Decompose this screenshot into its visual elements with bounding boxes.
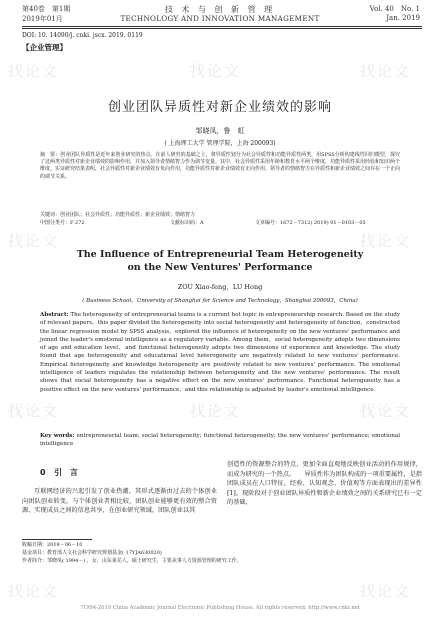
intro-paragraph-right: 创造性的资源整合的特点，更加全面直观地反映创业活动的作用规律，而成为研究的一个热点。 异质性作为团队构成的一项重要属性，是指团队成员在人口特征、经验、认知观念、价值观等方面表现出的差异性[1]。现阶段对于创业团队异质性和新企业绩效之间的关系研究已有一定的基础， — [227, 461, 422, 507]
footnote-author: 作者简介：邹晓凤( 1994－) ，女，山东莱芜人，硕士研究生，主要从事人力资源管理的研究工作。 — [22, 558, 242, 564]
document-code-cn: 文献标识码：A — [170, 220, 204, 226]
watermark: 找论文 — [360, 582, 412, 600]
journal-title-cn: 技 术 与 创 新 管 理 — [164, 5, 276, 14]
doi: DOI: 10. 14090/j. cnki. jscx. 2019. 0119 — [22, 32, 143, 39]
affiliation-cn: ( 上海理工大学 管理学院，上海 200093) — [164, 140, 276, 147]
abstract-cn: 摘 要：创业团队异质性是近年来创业研究的热点。在前人研究的基础之上，将异质性划分为社会异质性和功能异质性两类，用SPSS分析构建线性回归模型，探究了这两类异质性对新企业绩效的影响作用，并加入领导者情绪智力作为调节变量。其中，社会异质性采用年龄和教育水平两个维度，功能异质性采用经验和知识两个维度。实证研究结果表明，社会异质性对新企业绩效有负向作用，功能异质性对新企业绩效有正向作用，领导者的情绪智力在异质性和新企业绩效之间存在一个正向的调节关系。 — [40, 152, 401, 180]
article-title-cn: 创业团队异质性对新企业绩效的影响 — [107, 100, 332, 115]
authors-en: ZOU Xiao-feng，LU Hong — [177, 283, 263, 291]
header-rule — [22, 26, 422, 27]
volume-issue-cn: 第40卷 第1期 — [22, 5, 71, 13]
watermark: 找论文 — [360, 232, 412, 250]
footnote-funding: 基金项目：教育部人文社会科学研究规划基金( 17YJA630020) — [22, 550, 162, 556]
keywords-en-text: entrepreneurial team; social heterogeneity; functional heterogeneity; the new ventures' performance; emotional intelligence — [40, 433, 400, 448]
authors-cn: 邹晓凤，鲁 虹 — [195, 127, 245, 135]
footnote-rule — [22, 539, 92, 540]
abstract-en-text: The heterogeneity of entrepreneurial teams is a current hot topic in entrepreneurship research. Based on the study of relevant papers，this paper divided the heterogeneity into social heterogeneity and heterogeneity of function，constructed the linear regression model by SPSS analysis，explored the influence of heterogeneity on the new ventures' performance and joined the leader's emotional intelligence as a regulatory variable. Among them，social heterogeneity adopts two dimensions of age and education level，and functional heterogeneity adopts two dimensions of experience and knowledge. The study found that age heterogeneity and educational level heterogeneity are negatively related to new ventures' performance. Empirical heterogeneity and knowledge heterogeneity are positively related to new ventures' performance. The emotional intelligence of leaders regulates the relationship between heterogeneity and the new ventures' performance. The result shows that social heterogeneity has a negative effect on the new ventures' performance. Functional heterogeneity has a positive effect on the new ventures' performance，and this relationship is adjusted by leader's emotional intelligence. — [40, 312, 400, 393]
title-en-line-1: The Influence of Entrepreneurial Team Heterogeneity — [76, 249, 364, 260]
section-number: 0 — [40, 468, 46, 477]
watermark: 找论文 — [190, 402, 242, 420]
affiliation-en: ( Business School，University of Shanghai for Science and Technology，Shanghai 200093，China) — [82, 298, 358, 304]
watermark: 找论文 — [8, 582, 60, 600]
abstract-en-label: Abstract: — [40, 312, 69, 318]
volume-issue-en: Vol. 40 No. 1 — [369, 5, 420, 13]
keywords-cn: 关键词：创业团队；社会异质性；功能异质性；新企业绩效；情绪智力 — [40, 212, 196, 218]
section-title: 引 言 — [53, 468, 78, 477]
watermark: 找论文 — [8, 232, 60, 250]
footnote-received: 收稿日期：2018－06－10 — [22, 542, 83, 548]
date-cn: 2019年01月 — [22, 15, 63, 23]
date-en: Jan. 2019 — [386, 14, 420, 22]
watermark: 找论文 — [8, 402, 60, 420]
keywords-en-label: Key words: — [40, 433, 75, 439]
footer-copyright: ?1994-2019 China Academic Journal Electronic Publishing House. All rights reserved. http://www.cnki.net — [80, 605, 360, 611]
intro-paragraph-left: 互联网经济的兴起引发了创业热潮，其形式逐渐由过去的个体创业向团队创业转变。与个体创业者相比较，团队创业能够更有效的整合资源、实现成员之间的信息共享，在创业研究领域，团队创业以其 — [22, 488, 217, 515]
article-number-cn: 文章编号：1672－7312( 2019) 01－0103－05 — [255, 220, 366, 226]
journal-title-en: TECHNOLOGY AND INNOVATION MANAGEMENT — [120, 14, 320, 23]
title-en-line-2: on the New Ventures' Performance — [127, 262, 313, 273]
watermark: 找论文 — [8, 62, 60, 80]
classification-cn: 中图分类号：F 272 — [40, 220, 85, 226]
watermark: 找论文 — [360, 62, 412, 80]
watermark: 找论文 — [190, 62, 242, 80]
article-title-en — [40, 248, 400, 274]
keywords-en — [40, 432, 400, 449]
watermark: 找论文 — [360, 402, 412, 420]
abstract-en — [40, 311, 400, 394]
section-heading — [40, 467, 78, 478]
column-label: 【企业管理】 — [22, 43, 67, 52]
header-rule-2 — [22, 28, 422, 29]
